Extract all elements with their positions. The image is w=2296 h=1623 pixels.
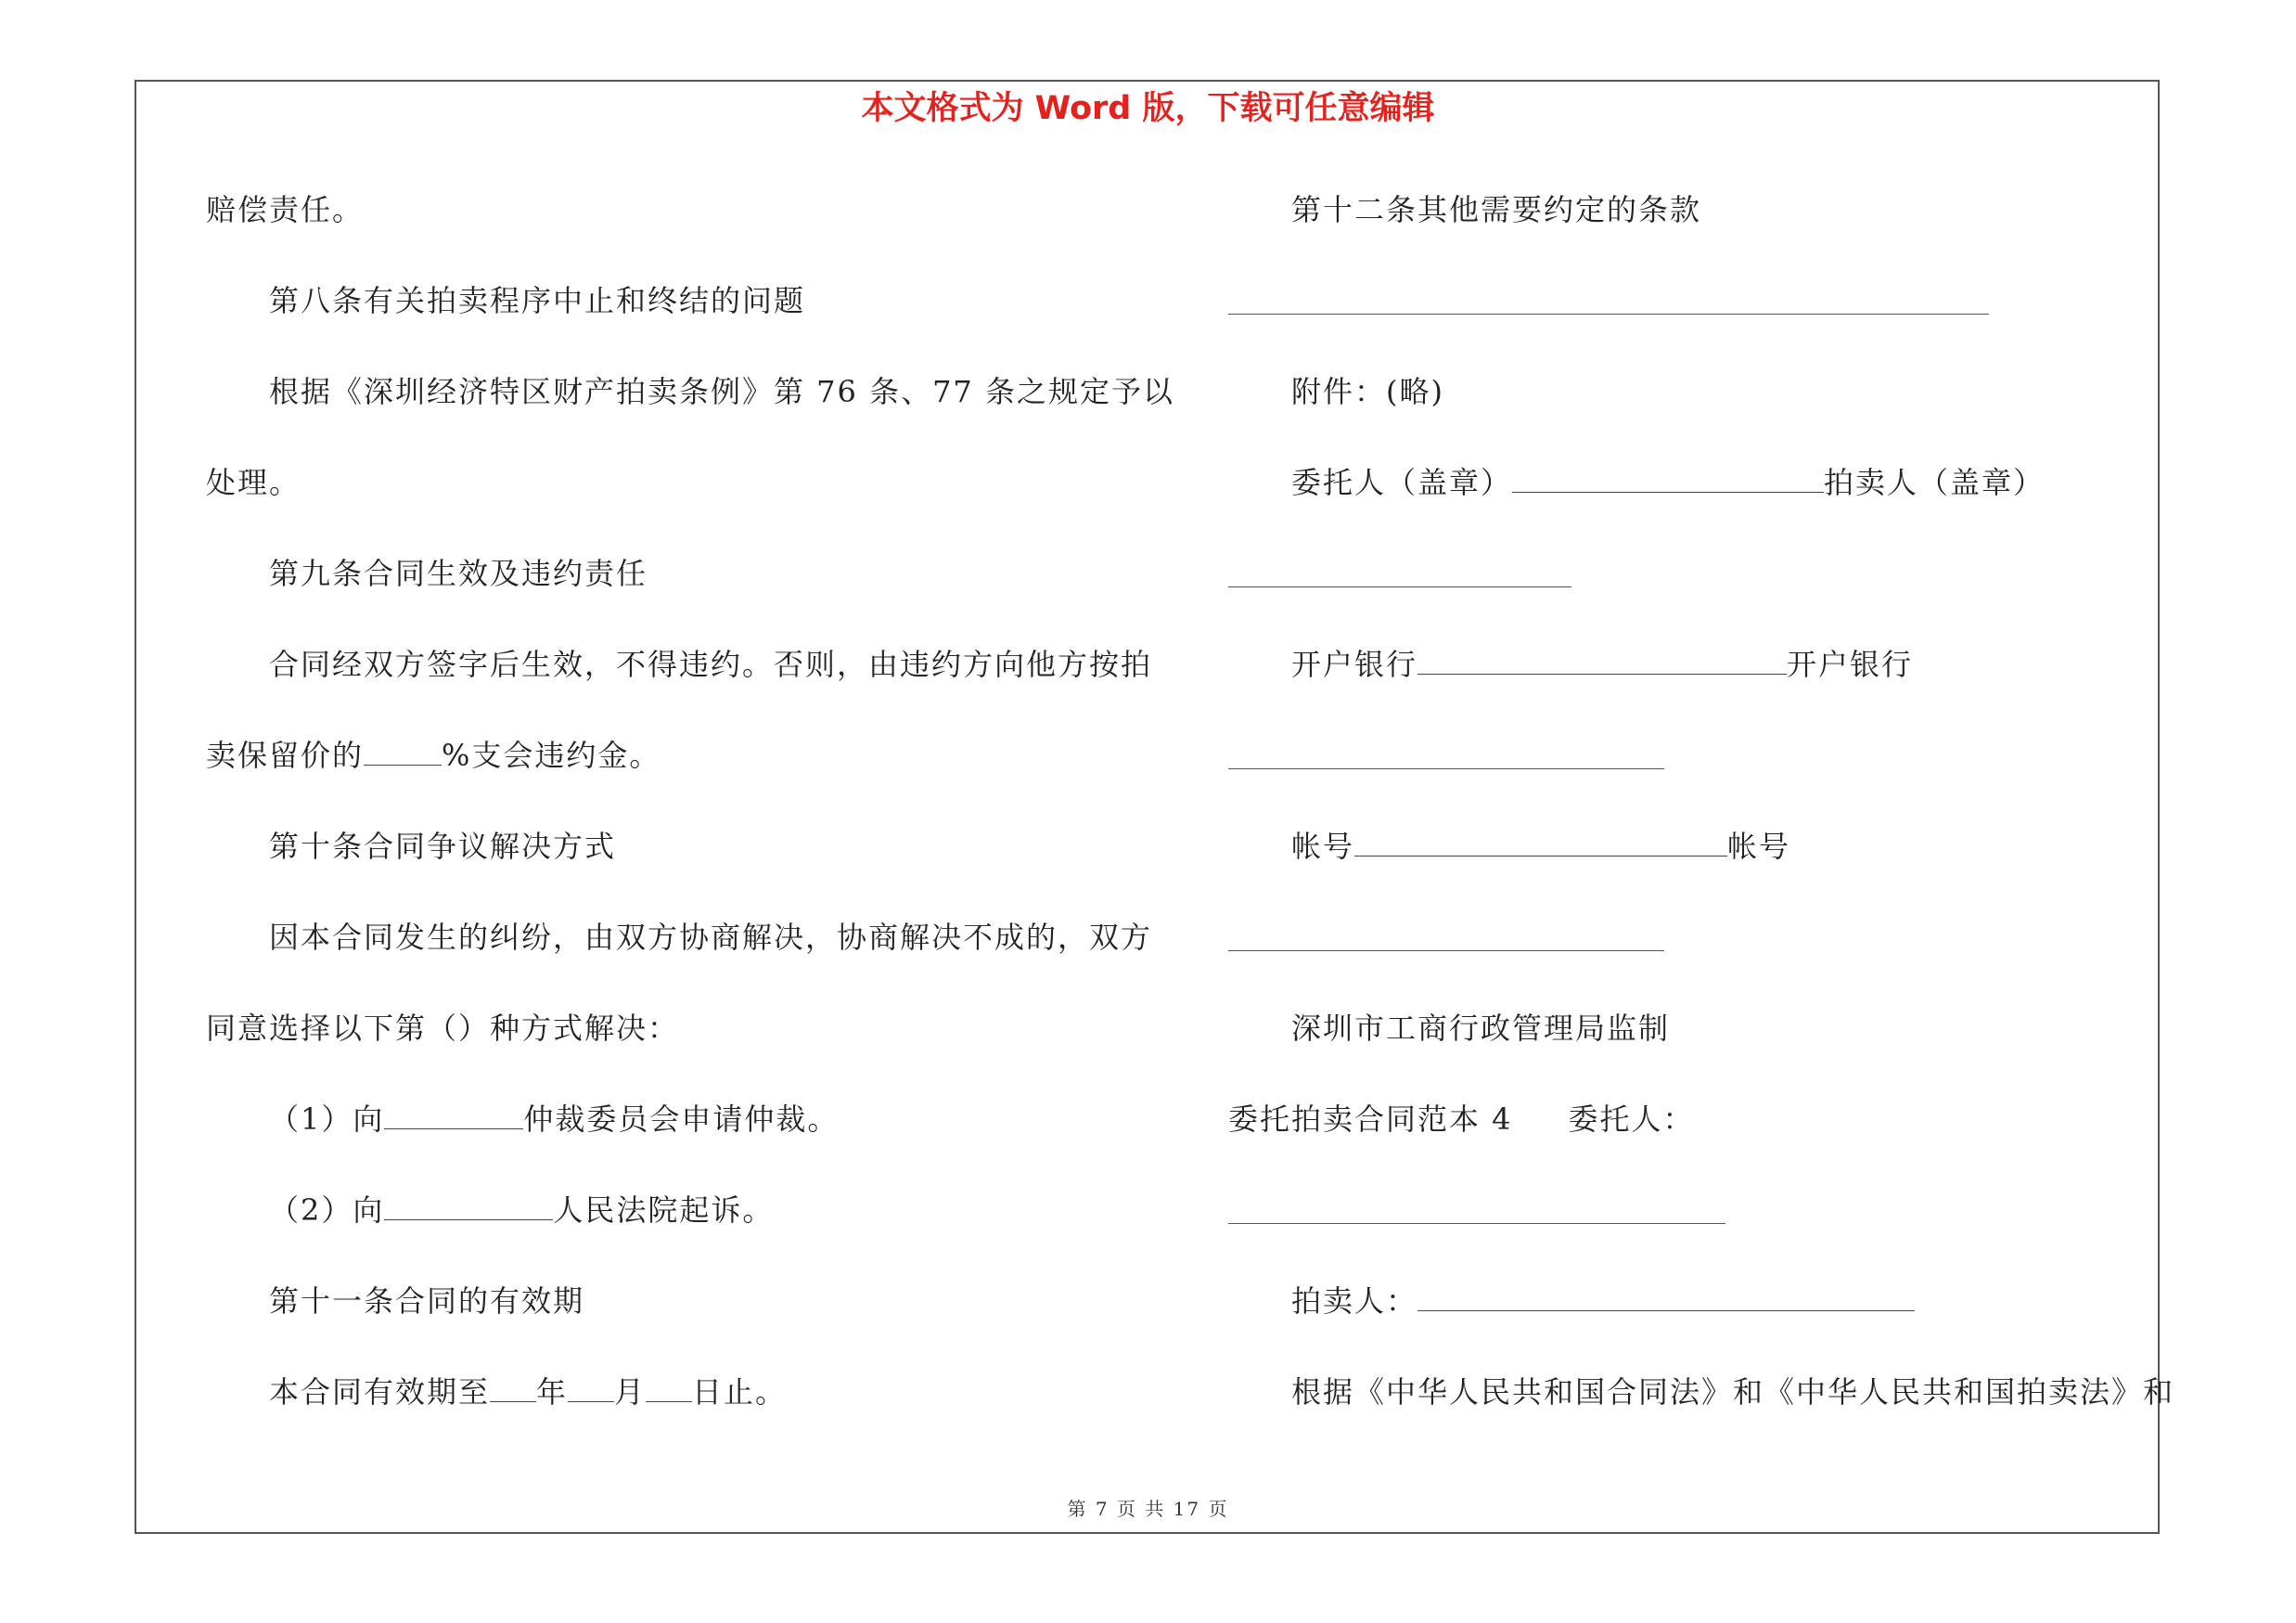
text-segment: 卖保留价的 — [206, 738, 365, 773]
text-segment: （1）向 — [269, 1101, 385, 1137]
article-8-heading: 第八条有关拍卖程序中止和终结的问题 — [269, 283, 806, 318]
seal-line — [1291, 464, 2045, 501]
paragraph-line: 根据《中华人民共和国合同法》和《中华人民共和国拍卖法》和 — [1291, 1374, 2175, 1410]
fill-blank — [1228, 314, 1989, 315]
fill-blank — [1228, 586, 1571, 587]
contract-title-line — [1228, 1101, 1695, 1138]
page-number: 第 7 页 共 17 页 — [1067, 1498, 1229, 1520]
consignor-label: 委托人： — [1568, 1101, 1695, 1137]
text-segment: 月 — [614, 1374, 647, 1410]
fill-blank — [384, 1101, 523, 1129]
fill-blank — [364, 737, 442, 766]
fill-blank — [1512, 464, 1824, 493]
contract-title: 委托拍卖合同范本 4 — [1228, 1101, 1513, 1137]
paragraph-line: 处理。 — [206, 465, 301, 500]
text-segment: 委托人（盖章） — [1291, 465, 1513, 500]
supervision-line: 深圳市工商行政管理局监制 — [1291, 1011, 1671, 1046]
article-9-heading: 第九条合同生效及违约责任 — [269, 556, 648, 591]
validity-line — [269, 1373, 787, 1410]
bank-line — [1291, 646, 1913, 683]
option-1-line — [269, 1101, 839, 1138]
text-segment: 帐号 — [1291, 829, 1355, 864]
fill-blank — [568, 1373, 614, 1402]
format-banner: 本文格式为 Word 版，下载可任意编辑 — [861, 90, 1435, 127]
paragraph-line: 合同经双方签字后生效，不得违约。否则，由违约方向他方按拍 — [269, 647, 1153, 682]
fill-blank — [646, 1373, 692, 1402]
article-12-heading: 第十二条其他需要约定的条款 — [1291, 192, 1702, 227]
paragraph-line: 因本合同发生的纠纷，由双方协商解决，协商解决不成的，双方 — [269, 920, 1153, 955]
text-segment: 拍卖人（盖章） — [1824, 465, 2046, 500]
text-segment: 人民法院起诉。 — [553, 1192, 775, 1228]
fill-blank — [1417, 646, 1787, 675]
text-segment: 帐号 — [1727, 829, 1791, 864]
fill-blank — [490, 1373, 536, 1402]
attachment-line: 附件：(略) — [1291, 374, 1444, 409]
text-segment: 开户银行 — [1291, 647, 1418, 682]
article-11-heading: 第十一条合同的有效期 — [269, 1283, 585, 1319]
text-segment: 拍卖人： — [1291, 1283, 1418, 1319]
paragraph-line: 根据《深圳经济特区财产拍卖条例》第 76 条、77 条之规定予以 — [269, 374, 1174, 409]
auctioneer-line — [1291, 1282, 1915, 1320]
option-2-line — [269, 1191, 774, 1229]
text-segment: 本合同有效期至 — [269, 1374, 491, 1410]
text-segment: 仲裁委员会申请仲裁。 — [523, 1101, 840, 1137]
paragraph-line: 同意选择以下第（）种方式解决： — [206, 1011, 680, 1046]
text-segment: （2）向 — [269, 1192, 385, 1228]
fill-blank — [1228, 768, 1664, 769]
fill-blank — [1417, 1282, 1915, 1311]
text-segment: 日止。 — [692, 1374, 788, 1410]
fill-blank — [1228, 1223, 1725, 1224]
account-line — [1291, 828, 1790, 865]
fill-blank — [1354, 828, 1727, 857]
text-segment: 年 — [536, 1374, 569, 1410]
text-segment: %支会违约金。 — [442, 738, 661, 773]
fill-blank — [1228, 950, 1664, 951]
text-segment: 开户银行 — [1787, 647, 1914, 682]
article-10-heading: 第十条合同争议解决方式 — [269, 829, 617, 864]
fill-blank — [384, 1191, 553, 1220]
paragraph-line: 赔偿责任。 — [206, 192, 365, 227]
paragraph-line — [206, 737, 661, 774]
